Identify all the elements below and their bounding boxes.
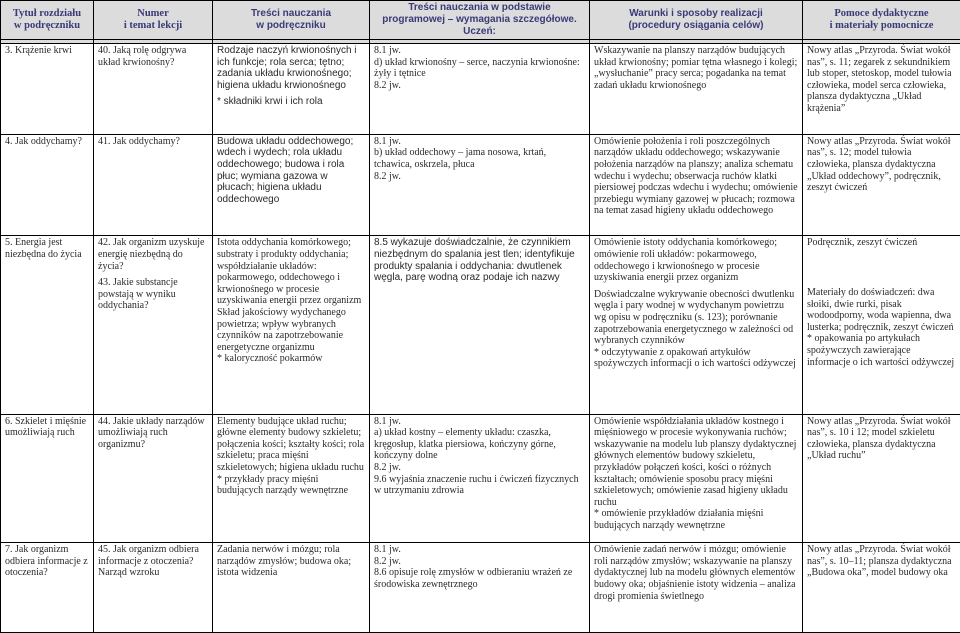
chapter-cell bbox=[1, 543, 94, 633]
chapter-text: 6. Szkielet i mięśnie umożliwiają ruch bbox=[5, 415, 87, 439]
header-teaching-aids-text: Pomoce dydaktyczne i materiały pomocnicze bbox=[829, 8, 934, 31]
header-teaching-aids bbox=[803, 1, 960, 40]
chapter-cell bbox=[1, 134, 94, 236]
requirements-text: 8.1 jw. 8.2 jw. 8.6 opisuje rolę zmysłów w odbieraniu wrażeń ze środowiska zewnętrznego bbox=[374, 544, 573, 591]
chapter-text: 4. Jak oddychamy? bbox=[5, 135, 82, 147]
table-row bbox=[1, 134, 960, 236]
methods-text: Omówienie współdziałania układów kostnego i mięśniowego w procesie wykonywania ruchów; wskazywanie na modelu lub planszy dydaktycznej głównych elementów budowy szkieletu, przykładów połączeń kości, kości o różnych kształtach; omówienie sposobu pracy mięśni szkieletowych; omówienie zasad higieny układu ruchu * omówienie przykładów działania mięśni budujących narządy wewnętrzne bbox=[594, 415, 797, 532]
chapter-text: 7. Jak organizm odbiera informacje z otoczenia? bbox=[5, 544, 88, 579]
methods-text-second: Doświadczalne wykrywanie obecności dwutlenku węgla i pary wodnej w wydychanym powietrzu wg opisu w podręczniku (s. 123); porównanie zapotrzebowania energetycznego w zależności od wybranych czynników * odczytywanie z opakowań artykułów spożywczych informacji o ich wartości odżywczej bbox=[594, 288, 796, 370]
aids-cell bbox=[803, 134, 960, 236]
chapter-cell bbox=[1, 44, 94, 135]
aids-cell bbox=[803, 44, 960, 135]
chapter-cell bbox=[1, 236, 94, 414]
aids-cell bbox=[803, 414, 960, 543]
requirements-cell bbox=[370, 543, 590, 633]
content-text-extra: * składniki krwi i ich rola bbox=[217, 96, 323, 108]
aids-text: Nowy atlas „Przyroda. Świat wokół nas”, s. 12; model tułowia człowieka, plansza dydaktyczna „Układ oddechowy”, podręcznik, zeszyt ćwiczeń bbox=[807, 135, 951, 194]
content-cell bbox=[213, 543, 370, 633]
header-methods bbox=[590, 1, 803, 40]
aids-text-second: Materiały do doświadczeń: dwa słoiki, dwie rurki, pisak wodoodporny, woda wapienna, dwa lusterka; podręcznik, zeszyt ćwiczeń * opakowania po artykułach spożywczych zawierające informacje o ich wartości odżywczej bbox=[807, 286, 955, 368]
lesson-cell bbox=[94, 236, 213, 414]
header-lesson-number-text: Numer i temat lekcji bbox=[123, 8, 183, 31]
lesson-cell bbox=[94, 414, 213, 543]
requirements-cell bbox=[370, 414, 590, 543]
table-row bbox=[1, 414, 960, 543]
lesson-cell bbox=[94, 44, 213, 135]
methods-cell bbox=[590, 44, 803, 135]
requirements-text: 8.1 jw. a) układ kostny – elementy układu: czaszka, kręgosłup, klatka piersiowa, kończyny górne, kończyny dolne 8.2 jw. 9.6 wyjaśnia znaczenie ruchu i ćwiczeń fizycznych w utrzymaniu zdrowia bbox=[374, 415, 579, 497]
content-cell bbox=[213, 134, 370, 236]
chapter-cell bbox=[1, 414, 94, 543]
methods-text: Omówienie istoty oddychania komórkowego; omówienie roli układów: pokarmowego, oddechowego i krwionośnego w procesie uzyskiwania energii przez organizm bbox=[594, 237, 778, 284]
header-textbook-content bbox=[213, 1, 370, 40]
methods-cell bbox=[590, 414, 803, 543]
content-text: Elementy budujące układ ruchu; główne elementy budowy szkieletu; połączenia kości; kształty kości; rola szkieletu; praca mięśni szkieletowych; higiena układu ruchu * przykłady pracy mięśni budujących narządy wewnętrzne bbox=[217, 415, 365, 497]
requirements-text: 8.1 jw. b) układ oddechowy – jama nosowa, krtań, tchawica, oskrzela, płuca 8.2 jw. bbox=[374, 135, 547, 182]
lesson-text-second: 43. Jakie substancje powstają w wyniku oddychania? bbox=[98, 277, 178, 312]
methods-text: Omówienie zadań nerwów i mózgu; omówienie roli narządów zmysłów; wskazywanie na planszy dydaktycznej lub na modelu głównych elementów budowy oka; objaśnienie istoty widzenia – analiza drogi promienia świetlnego bbox=[594, 544, 796, 602]
content-text: Budowa układu oddechowego; wdech i wydech; rola układu oddechowego; budowa i rola płuc; wymiana gazowa w płucach; higiena układu oddechowego bbox=[217, 135, 354, 205]
chapter-text: 5. Energia jest niezbędna do życia bbox=[5, 237, 82, 260]
requirements-text: 8.1 jw. d) układ krwionośny – serce, naczynia krwionośne: żyły i tętnice 8.2 jw. bbox=[374, 45, 580, 91]
header-core-curriculum-text: Treści nauczania w podstawie programowej – wymagania szczegółowe. Uczeń: bbox=[382, 2, 577, 37]
lesson-text: 41. Jak oddychamy? bbox=[98, 135, 180, 147]
aids-text: Nowy atlas „Przyroda. Świat wokół nas”, s. 10–11; plansza dydaktyczna „Budowa oka”, model budowy oka bbox=[807, 544, 952, 579]
chapter-text: 3. Krążenie krwi bbox=[5, 45, 72, 56]
methods-cell bbox=[590, 543, 803, 633]
header-textbook-content-text: Treści nauczania w podręczniku bbox=[250, 8, 332, 31]
content-cell bbox=[213, 44, 370, 135]
requirements-text: 8.5 wykazuje doświadczalnie, że czynnikiem niezbędnym do spalania jest tlen; identyfikuje produkty spalania i oddychania: dwutlenek węgla, parę wodną oraz podaje ich nazwy bbox=[374, 237, 575, 284]
content-cell bbox=[213, 236, 370, 414]
table-row bbox=[1, 236, 960, 414]
content-cell bbox=[213, 414, 370, 543]
table-header bbox=[1, 1, 960, 44]
methods-text: Omówienie położenia i roli poszczególnych narządów układu oddechowego; wskazywanie położenia narządów na planszy; analiza schematu wdechu i wydechu; obserwacja ruchów klatki piersiowej podczas wdechu i wydechu; omówienie przebiegu wymiany gazowej w płucach; rozmowa na temat zasad higieny układu oddechowego bbox=[594, 135, 798, 217]
aids-text: Podręcznik, zeszyt ćwiczeń bbox=[807, 237, 918, 249]
requirements-cell bbox=[370, 134, 590, 236]
table-row bbox=[1, 44, 960, 135]
aids-text: Nowy atlas „Przyroda. Świat wokół nas”, s. 11; zegarek z sekundnikiem lub stoper, stetoskop, model tułowia człowieka, model serca człowieka, plansza dydaktyczna „Układ krążenia” bbox=[807, 45, 952, 114]
lesson-text: 42. Jak organizm uzyskuje energię niezbędną do życia? bbox=[98, 237, 205, 272]
header-chapter-title bbox=[1, 1, 94, 40]
table-row bbox=[1, 543, 960, 633]
header-methods-text: Warunki i sposoby realizacji (procedury osiągania celów) bbox=[628, 8, 764, 31]
header-lesson-number bbox=[94, 1, 213, 40]
methods-cell bbox=[590, 236, 803, 414]
methods-cell bbox=[590, 134, 803, 236]
lesson-text: 45. Jak organizm odbiera informacje z otoczenia? Narząd wzroku bbox=[98, 544, 199, 579]
content-text: Istota oddychania komórkowego; substraty i produkty oddychania; współdziałanie układów: pokarmowego, oddechowego i krwionośnego w procesie uzyskiwania energii przez organizm Skład jakościowy wydychanego powietrza; wpływ wybranych czynników na zapotrzebowanie energetyczne organizmu * kaloryczność pokarmów bbox=[217, 237, 362, 365]
requirements-cell bbox=[370, 236, 590, 414]
methods-text: Wskazywanie na planszy narządów budujących układ krwionośny; pomiar tętna własnego i kolegi; „wysłuchanie” pracy serca; pogadanka na temat zadań układu krwionośnego bbox=[594, 45, 798, 91]
header-chapter-title-text: Tytuł rozdziału w podręczniku bbox=[12, 8, 82, 31]
content-text: Zadania nerwów i mózgu; rola narządów zmysłów; budowa oka; istota widzenia bbox=[217, 544, 352, 579]
lesson-text: 44. Jakie układy narządów umożliwiają ruch organizmu? bbox=[98, 415, 205, 450]
aids-cell bbox=[803, 236, 960, 414]
table-body bbox=[1, 44, 960, 633]
aids-cell bbox=[803, 543, 960, 633]
lesson-cell bbox=[94, 543, 213, 633]
aids-text: Nowy atlas „Przyroda. Świat wokół nas”, s. 10 i 12; model szkieletu człowieka, plansza dydaktyczna „Układ ruchu” bbox=[807, 415, 951, 462]
header-core-curriculum bbox=[370, 1, 590, 40]
lesson-text: 40. Jaką rolę odgrywa układ krwionośny? bbox=[98, 45, 187, 68]
content-text: Rodzaje naczyń krwionośnych i ich funkcje; rola serca; tętno; zadania układu krwionośnego; higiena układu krwionośnego bbox=[217, 45, 357, 91]
requirements-cell bbox=[370, 44, 590, 135]
lesson-cell bbox=[94, 134, 213, 236]
